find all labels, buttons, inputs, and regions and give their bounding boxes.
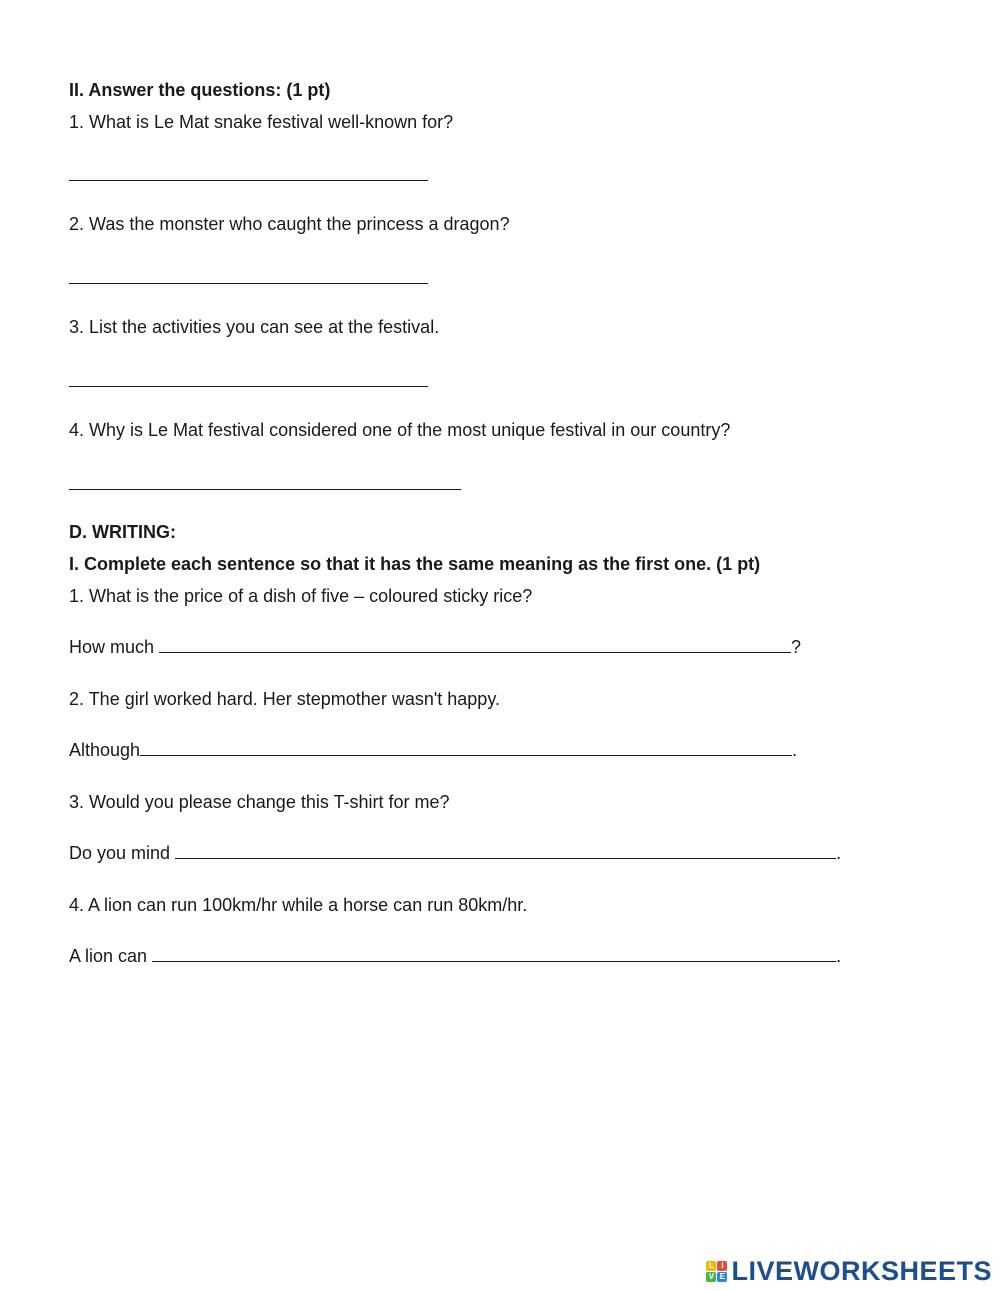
liveworksheets-brand [706, 1256, 992, 1287]
rewrite-end-1: ? [791, 637, 802, 657]
rewrite-row-4 [69, 945, 841, 967]
rewrite-end-2: . [792, 740, 798, 760]
liveworksheets-logo-icon [706, 1261, 727, 1282]
rewrite-blank-3[interactable] [175, 842, 836, 859]
answer-blank-4[interactable] [69, 489, 461, 490]
section-d-heading: D. WRITING: [69, 522, 176, 542]
answer-blank-3[interactable] [69, 386, 428, 387]
rewrite-blank-4[interactable] [152, 945, 836, 962]
rewrite-blank-2[interactable] [140, 739, 792, 756]
rewrite-end-4: . [836, 946, 842, 966]
question-3: 3. List the activities you can see at the festival. [69, 317, 440, 337]
rewrite-row-3 [69, 842, 841, 864]
liveworksheets-wordmark: LIVEWORKSHEETS [731, 1256, 992, 1286]
question-1: 1. What is Le Mat snake festival well-known for? [69, 112, 454, 132]
logo-tile-i: I [717, 1261, 727, 1271]
rewrite-end-3: . [836, 843, 842, 863]
section-d-instructions: I. Complete each sentence so that it has the same meaning as the first one. (1 pt) [69, 554, 761, 574]
rewrite-prompt-2: 2. The girl worked hard. Her stepmother wasn't happy. [69, 689, 500, 709]
logo-tile-v: V [706, 1272, 716, 1282]
logo-tile-l: L [706, 1261, 716, 1271]
section-ii-heading: II. Answer the questions: (1 pt) [69, 80, 331, 100]
question-2: 2. Was the monster who caught the princess a dragon? [69, 214, 510, 234]
rewrite-row-1 [69, 636, 801, 658]
rewrite-row-2 [69, 739, 797, 761]
rewrite-prompt-4: 4. A lion can run 100km/hr while a horse can run 80km/hr. [69, 895, 528, 915]
rewrite-prompt-3: 3. Would you please change this T-shirt for me? [69, 792, 450, 812]
rewrite-blank-1[interactable] [159, 636, 791, 653]
logo-tile-e: E [717, 1272, 727, 1282]
rewrite-start-1: How much [69, 637, 160, 657]
question-4: 4. Why is Le Mat festival considered one of the most unique festival in our country? [69, 420, 731, 440]
rewrite-start-4: A lion can [69, 946, 153, 966]
rewrite-prompt-1: 1. What is the price of a dish of five – coloured sticky rice? [69, 586, 533, 606]
answer-blank-2[interactable] [69, 283, 428, 284]
answer-blank-1[interactable] [69, 180, 428, 181]
rewrite-start-2: Although [69, 740, 141, 760]
rewrite-start-3: Do you mind [69, 843, 176, 863]
